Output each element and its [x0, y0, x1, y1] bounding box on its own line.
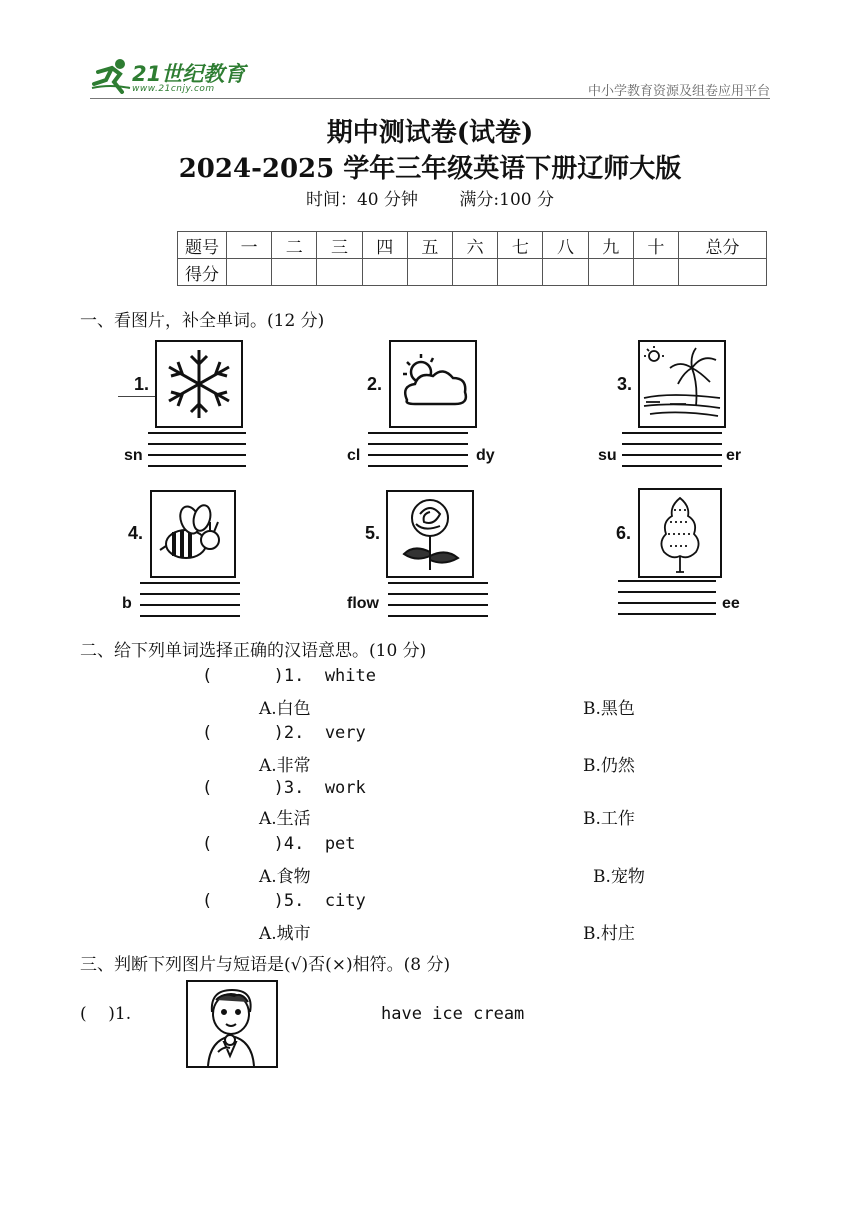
score-input-cell[interactable]: [272, 259, 317, 286]
question-stem: ( )4. pet: [202, 834, 356, 854]
answer-lines[interactable]: [148, 432, 246, 476]
score-header-cell: 七: [498, 232, 543, 259]
page-title: 期中测试卷(试卷): [326, 118, 534, 148]
score-table-header-row: [178, 232, 767, 259]
item-number: 5.: [365, 523, 381, 543]
option-a[interactable]: A.白色: [259, 699, 311, 719]
word-suffix: ee: [722, 595, 740, 612]
score-input-cell[interactable]: [679, 259, 767, 286]
exam-info: [0, 185, 860, 210]
option-a[interactable]: A.食物: [259, 867, 311, 887]
answer-lines[interactable]: [388, 582, 488, 626]
score-table: [177, 231, 767, 286]
page-subtitle: 2024-2025 学年三年级英语下册辽师大版: [178, 154, 682, 184]
option-b[interactable]: B.村庄: [583, 924, 635, 944]
item-number: 2.: [367, 374, 383, 394]
score-header-cell: 二: [272, 232, 317, 259]
beach-palm-icon: [640, 342, 724, 426]
rose-icon: [388, 492, 472, 576]
item-number: 6.: [616, 523, 632, 543]
score-input-cell[interactable]: [453, 259, 498, 286]
option-b[interactable]: B.宠物: [593, 867, 645, 887]
header-divider: [90, 98, 770, 99]
question-stem: ( )2. very: [202, 723, 366, 743]
word-suffix: dy: [476, 447, 495, 464]
logo-url: www.21cnjy.com: [132, 84, 215, 94]
question-phrase: have ice cream: [381, 1004, 525, 1024]
boy-ice-cream-icon: [188, 982, 276, 1066]
question-label: ( )1.: [80, 1004, 132, 1024]
picture-frame: [155, 340, 243, 428]
picture-frame: [186, 980, 278, 1068]
word-prefix: su: [598, 447, 617, 464]
score-header-cell: 八: [543, 232, 588, 259]
score-header-cell: 十: [633, 232, 678, 259]
item-number: 3.: [617, 374, 633, 394]
question-stem: ( )5. city: [202, 891, 366, 911]
picture-frame: [150, 490, 236, 578]
picture-frame: [386, 490, 474, 578]
section2-heading: 二、给下列单词选择正确的汉语意思。(10 分): [80, 641, 427, 661]
score-header-cell: 题号: [178, 232, 227, 259]
number-underline: [118, 396, 156, 397]
score-input-cell[interactable]: [362, 259, 407, 286]
option-b[interactable]: B.仍然: [583, 756, 635, 776]
section1-heading: 一、看图片，补全单词。(12 分): [80, 311, 325, 331]
score-header-cell: 三: [317, 232, 362, 259]
platform-label: 中小学教育资源及组卷应用平台: [587, 84, 770, 99]
word-prefix: sn: [124, 447, 143, 464]
item-number: 1.: [134, 374, 150, 394]
section3-heading: 三、判断下列图片与短语是(√)否(×)相符。(8 分): [80, 955, 451, 975]
sun-cloud-icon: [391, 342, 475, 426]
question-stem: ( )3. work: [202, 778, 366, 798]
answer-lines[interactable]: [618, 580, 716, 624]
answer-lines[interactable]: [622, 432, 722, 476]
score-header-cell: 五: [407, 232, 452, 259]
word-suffix: er: [726, 447, 742, 464]
score-header-cell: 四: [362, 232, 407, 259]
score-input-cell[interactable]: [317, 259, 362, 286]
option-b[interactable]: B.工作: [583, 809, 635, 829]
option-b[interactable]: B.黑色: [583, 699, 635, 719]
score-header-cell: 六: [453, 232, 498, 259]
score-header-cell: 九: [588, 232, 633, 259]
score-input-cell[interactable]: [498, 259, 543, 286]
item-number: 4.: [128, 523, 144, 543]
answer-lines[interactable]: [368, 432, 468, 476]
score-input-cell[interactable]: [407, 259, 452, 286]
score-row-label: 得分: [178, 259, 227, 286]
option-a[interactable]: A.城市: [259, 924, 311, 944]
picture-frame: [638, 488, 722, 578]
score-input-cell[interactable]: [633, 259, 678, 286]
option-a[interactable]: A.非常: [259, 756, 311, 776]
logo-runner-icon: [90, 58, 132, 94]
score-input-cell[interactable]: [588, 259, 633, 286]
snowflake-icon: [157, 342, 241, 426]
score-input-cell[interactable]: [227, 259, 272, 286]
bee-icon: [152, 492, 234, 576]
question-stem: ( )1. white: [202, 666, 376, 686]
full-score-label: 满分:100 分: [459, 190, 555, 210]
word-prefix: cl: [347, 447, 361, 464]
score-header-cell: 总分: [679, 232, 767, 259]
word-prefix: flow: [347, 595, 379, 612]
score-header-cell: 一: [227, 232, 272, 259]
option-a[interactable]: A.生活: [259, 809, 311, 829]
word-prefix: b: [122, 595, 132, 612]
answer-lines[interactable]: [140, 582, 240, 626]
tree-icon: [640, 490, 720, 576]
picture-frame: [389, 340, 477, 428]
picture-frame: [638, 340, 726, 428]
score-input-cell[interactable]: [543, 259, 588, 286]
time-label: 时间：40 分钟: [305, 190, 419, 210]
logo-text: 21世纪教育: [132, 62, 246, 86]
score-table-score-row: [178, 259, 767, 286]
